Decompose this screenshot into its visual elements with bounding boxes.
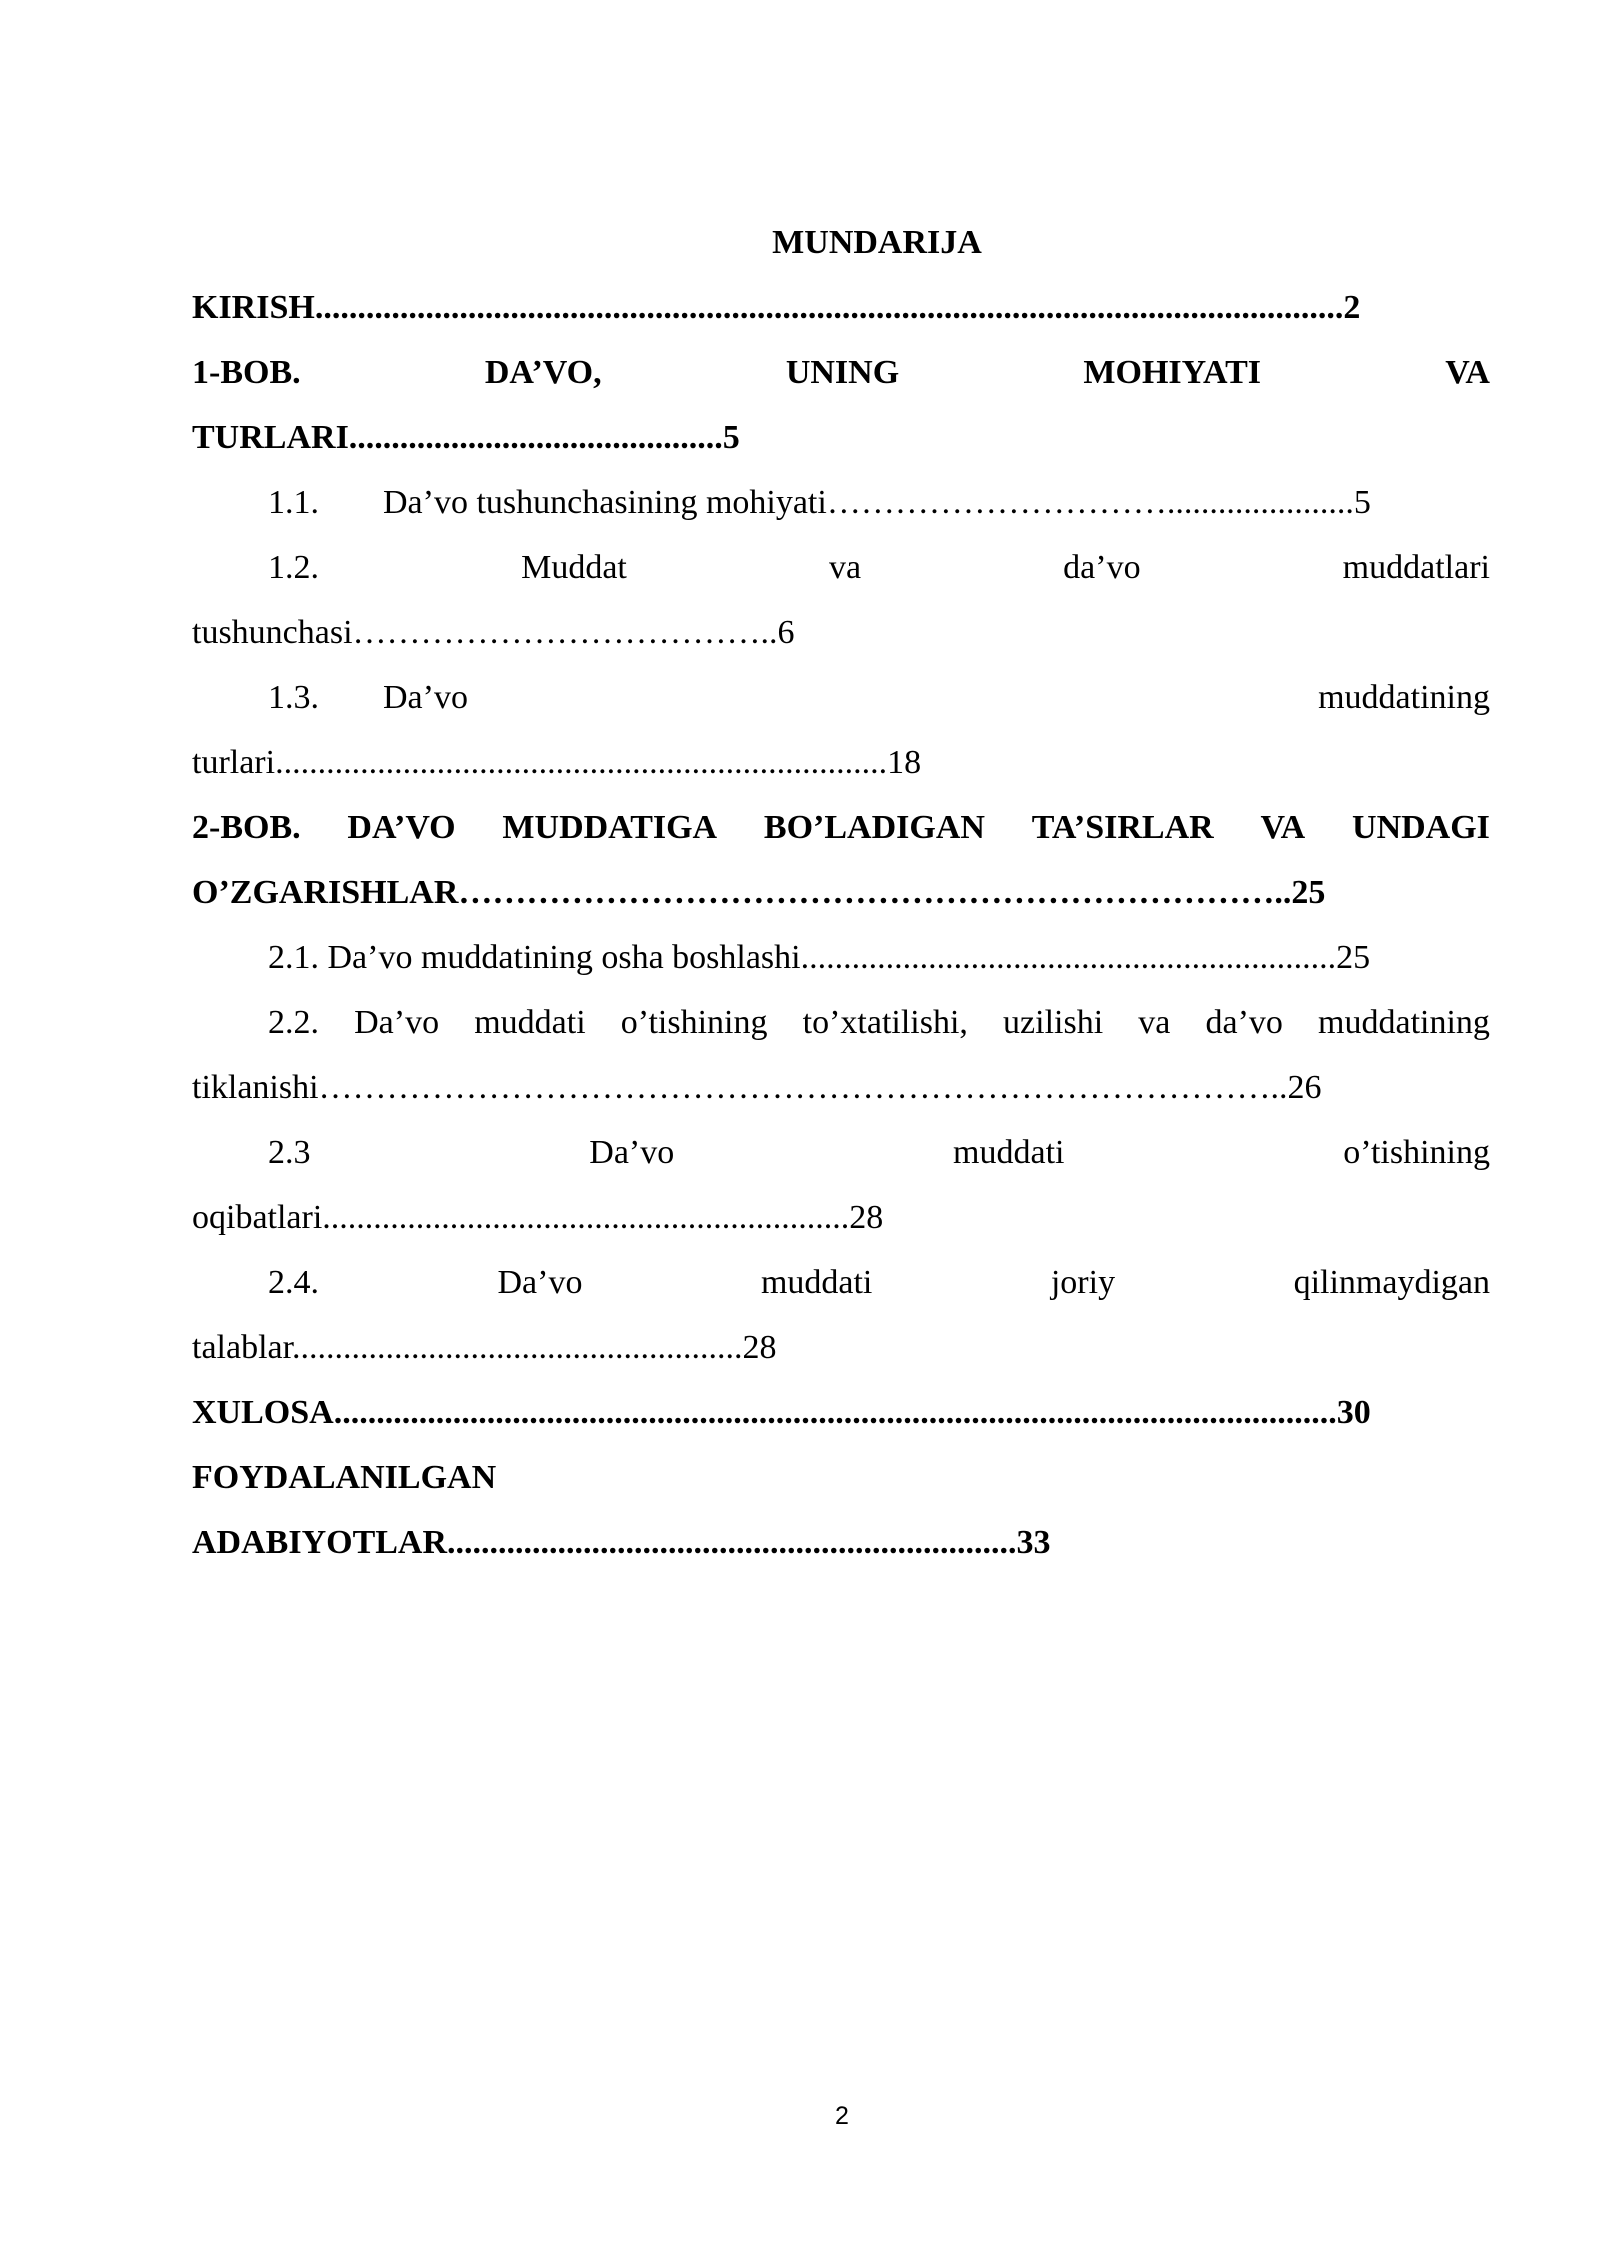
toc-entry-xulosa: XULOSA......................................................................................................................30 xyxy=(192,1394,1371,1431)
toc-word: TA’SIRLAR xyxy=(1031,809,1214,846)
toc-word: 1-BOB. xyxy=(192,354,301,391)
toc-entry-bob2-line2: O’ZGARISHLAR………………………………………………………………..25 xyxy=(192,874,1326,911)
toc-word: da’vo xyxy=(1205,1004,1283,1041)
toc-section-number: 1.3. xyxy=(268,679,319,716)
table-of-contents xyxy=(192,210,1490,1575)
toc-word: muddati xyxy=(953,1134,1065,1171)
toc-word: VA xyxy=(1260,809,1306,846)
toc-section-text: Da’vo tushunchasining mohiyati…………………………......................5 xyxy=(383,484,1371,521)
toc-word: o’tishining xyxy=(1343,1134,1490,1171)
toc-entry-2-3-line2: oqibatlari..............................................................28 xyxy=(192,1199,884,1236)
toc-entry-1-3-line2: turlari........................................................................18 xyxy=(192,744,922,781)
toc-word: UNDAGI xyxy=(1352,809,1490,846)
toc-word: UNING xyxy=(785,354,900,391)
toc-word: da’vo xyxy=(1063,549,1141,586)
toc-entry-1-3-lead xyxy=(268,665,468,730)
toc-word: muddati xyxy=(474,1004,586,1041)
toc-entry-2-4-line2: talablar.....................................................28 xyxy=(192,1329,777,1366)
toc-word: to’xtatilishi, xyxy=(802,1004,968,1041)
toc-word: MUDDATIGA xyxy=(502,809,718,846)
toc-word: Muddat xyxy=(521,549,627,586)
toc-entry-2-3-line1 xyxy=(192,1120,1490,1185)
toc-word: 2-BOB. xyxy=(192,809,301,846)
toc-entry-bob2-line1 xyxy=(192,795,1490,860)
toc-entry-2-2-line2: tiklanishi…………………………………………………………………………..26 xyxy=(192,1069,1322,1106)
toc-entry-2-1: 2.1. Da’vo muddatining osha boshlashi...............................................................25 xyxy=(268,939,1371,976)
toc-entry-foydalanilgan-line2: ADABIYOTLAR...................................................................33 xyxy=(192,1524,1051,1561)
toc-word: DA’VO xyxy=(347,809,456,846)
toc-title: MUNDARIJA xyxy=(772,224,982,261)
toc-section-number: 1.1. xyxy=(268,484,319,521)
toc-word: va xyxy=(1138,1004,1171,1041)
toc-entry-2-4-line1 xyxy=(192,1250,1490,1315)
toc-word: Da’vo xyxy=(383,679,468,716)
toc-entry-1-2-line1 xyxy=(192,535,1490,600)
page-number: 2 xyxy=(835,2102,849,2130)
toc-word: o’tishining xyxy=(620,1004,768,1041)
toc-word: muddatining xyxy=(1318,679,1490,716)
toc-entry-kirish: KIRISH.........................................................................................................................2 xyxy=(192,289,1361,326)
toc-entry-1-1 xyxy=(192,470,1490,535)
toc-word: muddati xyxy=(760,1264,873,1301)
toc-word: va xyxy=(828,549,862,586)
toc-word: 2.3 xyxy=(268,1134,311,1171)
toc-entry-bob1-line2: TURLARI............................................5 xyxy=(192,419,740,456)
toc-entry-bob1-line1 xyxy=(192,340,1490,405)
toc-word: 1.2. xyxy=(268,549,319,586)
toc-word: muddatlari xyxy=(1342,549,1490,586)
toc-entry-foydalanilgan-line1: FOYDALANILGAN xyxy=(192,1459,497,1496)
toc-word: qilinmaydigan xyxy=(1293,1264,1490,1301)
toc-entry-1-2-line2: tushunchasi………………………………..6 xyxy=(192,614,795,651)
toc-word: MOHIYATI xyxy=(1083,354,1261,391)
toc-word: DA’VO, xyxy=(484,354,602,391)
toc-entry-2-2-line1 xyxy=(192,990,1490,1055)
toc-entry-1-3-line1 xyxy=(192,665,1490,730)
toc-word: joriy xyxy=(1050,1264,1116,1301)
toc-word: Da’vo xyxy=(497,1264,583,1301)
toc-word: 2.4. xyxy=(268,1264,319,1301)
toc-word: uzilishi xyxy=(1003,1004,1104,1041)
toc-word: BO’LADIGAN xyxy=(763,809,985,846)
toc-word: Da’vo xyxy=(589,1134,675,1171)
toc-word: muddatining xyxy=(1318,1004,1490,1041)
toc-word: VA xyxy=(1445,354,1490,391)
toc-word: Da’vo xyxy=(354,1004,440,1041)
toc-word: 2.2. xyxy=(268,1004,319,1041)
